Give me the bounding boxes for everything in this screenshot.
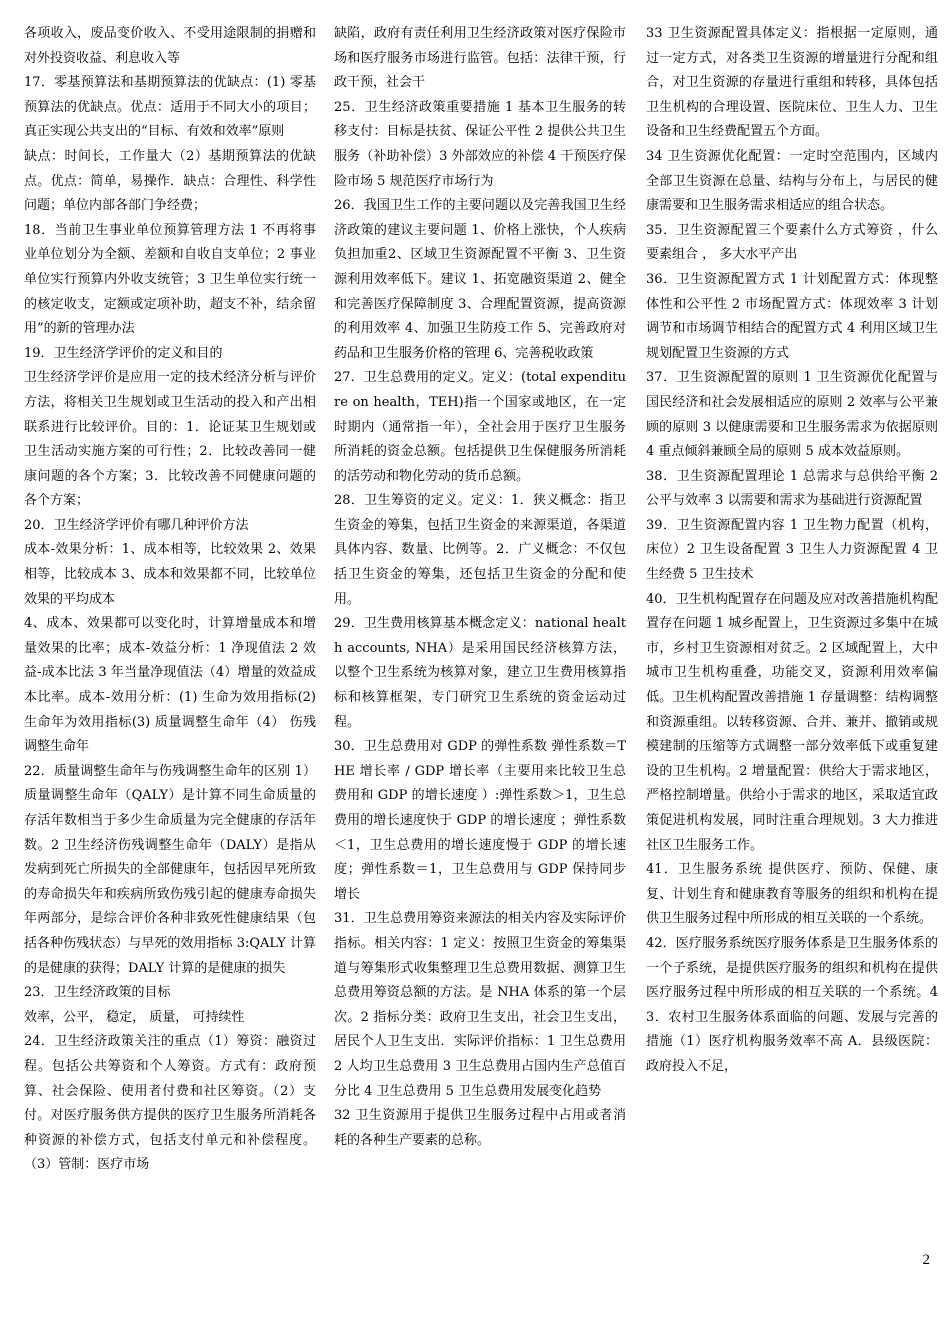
paragraph: 成本-效果分析：1、成本相等，比较效果 2、效果相等，比较成本 3、成本和效果都不同，比较单位效果的平均成本	[24, 542, 316, 607]
paragraph: 26．我国卫生工作的主要问题以及完善我国卫生经济政策的建议主要问题 1、价格上涨快，个人疾病负担加重2、区域卫生资源配置不平衡 3、卫生资源利用效率低下。建议 1、拓宽融资渠道 2、健全和完善医疗保障制度 3、合理配置资源，提高资源的利用效率 4、加强卫生防疫工作 5、完善政府对药品和卫生服务价格的管理 6、完善税收政策	[334, 198, 626, 361]
paragraph: 缺陷，政府有责任利用卫生经济政策对医疗保险市场和医疗服务市场进行监管。包括：法律干预，行政干预，社会干	[334, 26, 626, 91]
paragraph: 37．卫生资源配置的原则 1 卫生资源优化配置与国民经济和社会发展相适应的原则 2 效率与公平兼顾的原则 3 以健康需要和卫生服务需求为依据原则 4 重点倾斜兼顾全局的原则 5 成本效益原则。	[646, 370, 938, 460]
paragraph: 38．卫生资源配置理论 1 总需求与总供给平衡 2 公平与效率 3 以需要和需求为基础进行资源配置	[646, 468, 938, 509]
paragraph: 34 卫生资源优化配置：一定时空范围内，区域内全部卫生资源在总量、结构与分布上，与居民的健康需要和卫生服务需求相适应的组合状态。	[646, 148, 938, 214]
paragraph: 缺点：时间长，工作量大（2）基期预算法的优缺点。优点：简单，易操作．缺点：合理性、科学性问题；单位内部各部门争经费；	[24, 148, 316, 214]
paragraph: 32 卫生资源用于提供卫生服务过程中占用或者消耗的各种生产要素的总称。	[334, 1108, 626, 1148]
paragraph: 25．卫生经济政策重要措施 1 基本卫生服务的转移支付：目标是扶贫、保证公平性 2 提供公共卫生服务（补助补偿）3 外部效应的补偿 4 干预医疗保险市场 5 规范医疗市场行为	[334, 99, 626, 189]
paragraph: 各项收入，废品变价收入、不受用途限制的捐赠和对外投资收益、利息收入等	[24, 26, 316, 66]
paragraph: 35．卫生资源配置三个要素什么方式筹资 ，什么要素组合 ， 多大水平产出	[646, 222, 938, 263]
paragraph: 4、成本、效果都可以变化时，计算增量成本和增量效果的比率；成本-效益分析：1 净现值法 2 效益-成本比法 3 年当量净现值法（4）增量的效益成本比率。成本-效用分析：(1) 生命为效用指标(2) 生命年为效用指标(3) 质量调整生命年（4） 伤残调整生命年	[24, 616, 316, 755]
paragraph: 40．卫生机构配置存在问题及应对改善措施机构配置存在问题 1 城乡配置上，卫生资源过多集中在城市，乡村卫生资源相对贫乏。2 区域配置上，大中城市卫生机构重叠，功能交叉，资源利用效率偏低。卫生机构配置改善措施 1 存量调整：结构调整和资源重组。以转移资源、合并、兼并、撤销或规模建制的压缩等方式调整一部分效率低下或重复建设的卫生机构。2 增量配置：供给大于需求地区，严格控制增量。供给小于需求的地区，采取适宜政策促进机构发展，同时注重合理规划。3 大力推进社区卫生服务工作。	[646, 591, 938, 853]
paragraph: 41．卫生服务系统 提供医疗、预防、保健、康复、计划生育和健康教育等服务的组织和机构在提供卫生服务过程中所形成的相互关联的一个系统。	[646, 862, 938, 927]
paragraph: 20．卫生经济学评价有哪几种评价方法	[24, 517, 249, 533]
paragraph: 33 卫生资源配置具体定义：指根据一定原则，通过一定方式，对各类卫生资源的增量进行分配和组合，对卫生资源的存量进行重组和转移，具体包括卫生机构的合理设置、医院床位、卫生人力、卫生设备和卫生经费配置五个方面。	[646, 26, 938, 140]
page-number: 2	[922, 1252, 930, 1268]
paragraph: 29．卫生费用核算基本概念定义：national health accounts, NHA）是采用国民经济核算方法，以整个卫生系统为核算对象，建立卫生费用核算指标和核算框架，专门研究卫生系统的资金运动过程。	[334, 616, 626, 730]
paragraph: 24．卫生经济政策关注的重点（1）筹资：融资过程。包括公共筹资和个人筹资。方式有：政府预算、社会保险、使用者付费和社区筹资。（2）支付。对医疗服务供方提供的医疗卫生服务所消耗各种资源的补偿方式，包括支付单元和补偿程度。（3）管制：医疗市场	[24, 1034, 316, 1173]
paragraph: 28．卫生筹资的定义。定义：1．狭义概念：指卫生资金的筹集，包括卫生资金的来源渠道，各渠道具体内容、数量、比例等。2．广义概念：不仅包括卫生资金的筹集，还包括卫生资金的分配和使用。	[334, 493, 626, 607]
paragraph: 36．卫生资源配置方式 1 计划配置方式：体现整体性和公平性 2 市场配置方式：体现效率 3 计划调节和市场调节相结合的配置方式 4 利用区域卫生规划配置卫生资源的方式	[646, 271, 938, 361]
text-column-right	[646, 22, 938, 1272]
paragraph: 效率，公平， 稳定， 质量， 可持续性	[24, 1009, 245, 1025]
paragraph: 22．质量调整生命年与伤残调整生命年的区别 1）质量调整生命年（QALY）是计算不同生命质量的存活年数相当于多少生命质量为完全健康的存活年数。2 卫生经济伤残调整生命年（DALY）是指从发病到死亡所损失的全部健康年，包括因早死所致的寿命损失年和疾病所致伤残引起的健康寿命损失年两部分，是综合评价各种非致死性健康结果（包括各种伤残状态）与早死的效用指标 3:QALY 计算的是健康的获得；DALY 计算的是健康的损失	[24, 763, 316, 976]
paragraph: 18．当前卫生事业单位预算管理方法 1 不再将事业单位划分为全额、差额和自收自支单位；2 事业单位实行预算内外收支统管；3 卫生单位实行统一的核定收支，定额或定项补助，超支不补，结余留用”的新的管理办法	[24, 222, 316, 337]
text-column-left	[24, 22, 316, 1272]
paragraph: 23．卫生经济政策的目标	[24, 985, 171, 1001]
paragraph: 19．卫生经济学评价的定义和目的	[24, 345, 223, 361]
paragraph: 31．卫生总费用筹资来源法的相关内容及实际评价指标。相关内容：1 定义：按照卫生资金的筹集渠道与筹集形式收集整理卫生总费用数据、测算卫生总费用筹资总额的方法。是 NHA 体系的第一个层次。2 指标分类：政府卫生支出，社会卫生支出，居民个人卫生支出．实际评价指标：1 卫生总费用 2 人均卫生总费用 3 卫生总费用占国内生产总值百分比 4 卫生总费用 5 卫生总费用发展变化趋势	[334, 911, 626, 1099]
paragraph: 30．卫生总费用对 GDP 的弹性系数 弹性系数＝THE 增长率 / GDP 增长率（主要用来比较卫生总费用和 GDP 的增长速度 ）:弹性系数＞1，卫生总费用的增长速度快于 GDP 的增长速度 ；弹性系数＜1，卫生总费用的增长速度慢于 GDP 的增长速度；弹性系数＝1，卫生总费用与 GDP 保持同步增长	[334, 739, 626, 902]
paragraph: 42．医疗服务系统医疗服务体系是卫生服务体系的一个子系统，是提供医疗服务的组织和机构在提供医疗服务过程中所形成的相互关联的一个系统。43．农村卫生服务体系面临的问题、发展与完善的措施（1）医疗机构服务效率不高 A．县级医院：政府投入不足，	[646, 935, 938, 1074]
paragraph: 39．卫生资源配置内容 1 卫生物力配置（机构，床位）2 卫生设备配置 3 卫生人力资源配置 4 卫生经费 5 卫生技术	[646, 517, 938, 583]
paragraph: 卫生经济学评价是应用一定的技术经济分析与评价方法，将相关卫生规划或卫生活动的投入和产出相联系进行比较评价。目的：1．论证某卫生规划或卫生活动实施方案的可行性；2．比较改善同一健康问题的各个方案；3．比较改善不同健康问题的各个方案；	[24, 370, 316, 509]
paragraph: 17．零基预算法和基期预算法的优缺点：(1) 零基预算法的优缺点。优点：适用于不同大小的项目；真正实现公共支出的“目标、有效和效率”原则	[24, 75, 316, 140]
text-column-middle	[334, 22, 626, 1272]
paragraph: 27．卫生总费用的定义。定义：(total expenditure on health，TEH)指一个国家或地区，在一定时期内（通常指一年），全社会用于医疗卫生服务所消耗的资金总额。包括提供卫生保健服务所消耗的活劳动和物化劳动的货币总额。	[334, 370, 626, 484]
